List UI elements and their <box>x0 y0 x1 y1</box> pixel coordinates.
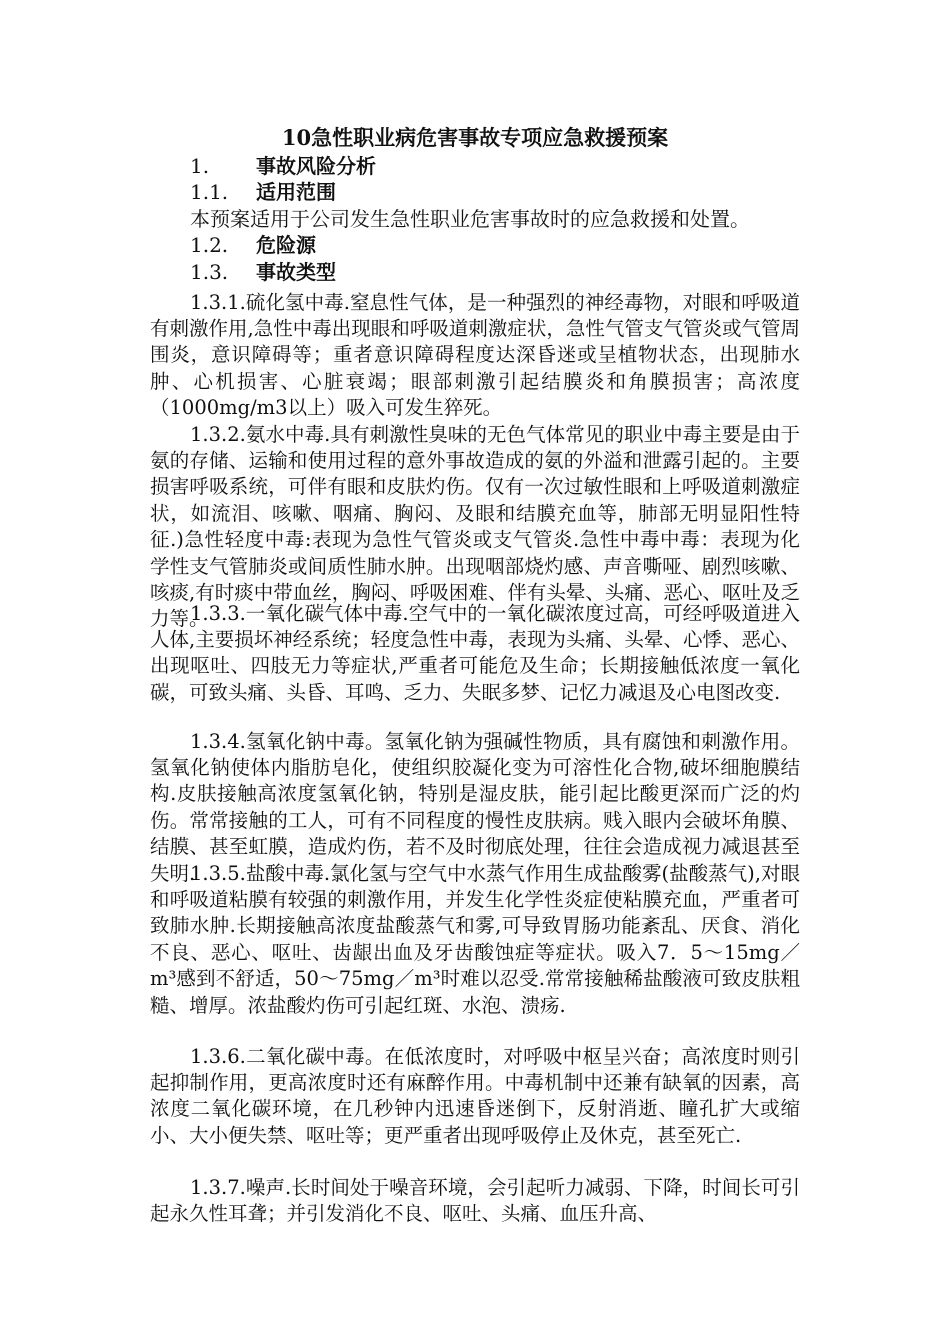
section-title: 事故风险分析 <box>256 154 376 178</box>
section-heading-1-3 <box>190 258 336 286</box>
section-title: 危险源 <box>256 233 316 257</box>
section-number: 1.3. <box>190 260 229 284</box>
section-title: 适用范围 <box>256 180 336 204</box>
paragraph-hydrogen-sulfide: 1.3.1.硫化氢中毒.窒息性气体，是一种强烈的神经毒物，对眼和呼吸道有刺激作用,急性中毒出现眼和呼吸道刺激症状，急性气管支气管炎或气管周围炎，意识障碍等；重者意识障碍程度达深昏迷或呈植物状态，出现肺水肿、心机损害、心脏衰竭；眼部刺激引起结膜炎和角膜损害；高浓度（1000mg/m3以上）吸入可发生猝死。 <box>150 290 800 420</box>
section-heading-1-2 <box>190 231 316 259</box>
section-title: 事故类型 <box>256 260 336 284</box>
section-heading-1 <box>190 152 376 180</box>
paragraph-hydrochloric-acid: 1.3.5.盐酸中毒.氯化氢与空气中水蒸气作用生成盐酸雾(盐酸蒸气),对眼和呼吸道粘膜有较强的刺激作用，并发生化学性炎症使粘膜充血，严重者可致肺水肿.长期接触高浓度盐酸蒸气和雾,可导致胃肠功能紊乱、厌食、消化不良、恶心、呕吐、齿龈出血及牙齿酸蚀症等症状。吸入7．5～15mg／m³感到不舒适，50～75mg／m³时难以忍受.常常接触稀盐酸液可致皮肤粗糙、增厚。浓盐酸灼伤可引起红斑、水泡、溃疡. <box>150 861 800 1017</box>
section-number: 1.2. <box>190 233 229 257</box>
section-heading-1-1 <box>190 178 336 206</box>
section-number: 1. <box>190 154 210 178</box>
paragraph-noise: 1.3.7.噪声.长时间处于噪音环境，会引起听力减弱、下降，时间长可引起永久性耳聋；并引发消化不良、呕吐、头痛、血压升高、 <box>150 1175 800 1225</box>
paragraph-carbon-monoxide: 1.3.3.一氧化碳气体中毒.空气中的一氧化碳浓度过高，可经呼吸道进入人体,主要损坏神经系统；轻度急性中毒，表现为头痛、头晕、心悸、恶心、出现呕吐、四肢无力等症状,严重者可能危及生命；长期接触低浓度一氧化碳，可致头痛、头昏、耳鸣、乏力、失眠多梦、记忆力减退及心电图改变. <box>150 601 800 704</box>
paragraph-sodium-hydroxide: 1.3.4.氢氧化钠中毒。氢氧化钠为强碱性物质，具有腐蚀和刺激作用。氢氧化钠使体内脂肪皂化，使组织胶凝化变为可溶性化合物,破坏细胞膜结构.皮肤接触高浓度氢氧化钠，特别是湿皮肤，能引起比酸更深而广泛的灼伤。常常接触的工人，可有不同程度的慢性皮肤病。贱入眼内会破坏角膜、结膜、甚至虹膜，造成灼伤，若不及时彻底处理，往往会造成视力减退甚至失明. <box>150 729 800 885</box>
paragraph-ammonia: 1.3.2.氨水中毒.具有刺激性臭味的无色气体常见的职业中毒主要是由于氨的存储、运输和使用过程的意外事故造成的氨的外溢和泄露引起的。主要损害呼吸系统，可伴有眼和皮肤灼伤。仅有一次过敏性眼和上呼吸道刺激症状，如流泪、咳嗽、咽痛、胸闷、及眼和结膜充血等，肺部无明显阳性特征.)急性轻度中毒:表现为急性气管炎或支气管炎.急性中毒中毒：表现为化学性支气管肺炎或间质性肺水肿。出现咽部烧灼感、声音嘶哑、剧烈咳嗽、咳痰,有时痰中带血丝，胸闷、呼吸困难、伴有头晕、头痛、恶心、呕吐及乏力等。 <box>150 422 800 631</box>
section-number: 1.1. <box>190 180 229 204</box>
document-title: 10急性职业病危害事故专项应急救援预案 <box>281 125 669 150</box>
scope-text: 本预案适用于公司发生急性职业危害事故时的应急救援和处置。 <box>190 207 750 231</box>
paragraph-carbon-dioxide: 1.3.6.二氧化碳中毒。在低浓度时，对呼吸中枢呈兴奋；高浓度时则引起抑制作用，更高浓度时还有麻醉作用。中毒机制中还兼有缺氧的因素，高浓度二氧化碳环境，在几秒钟内迅速昏迷倒下，反射消逝、瞳孔扩大或缩小、大小便失禁、呕吐等；更严重者出现呼吸停止及休克，甚至死亡. <box>150 1044 800 1147</box>
